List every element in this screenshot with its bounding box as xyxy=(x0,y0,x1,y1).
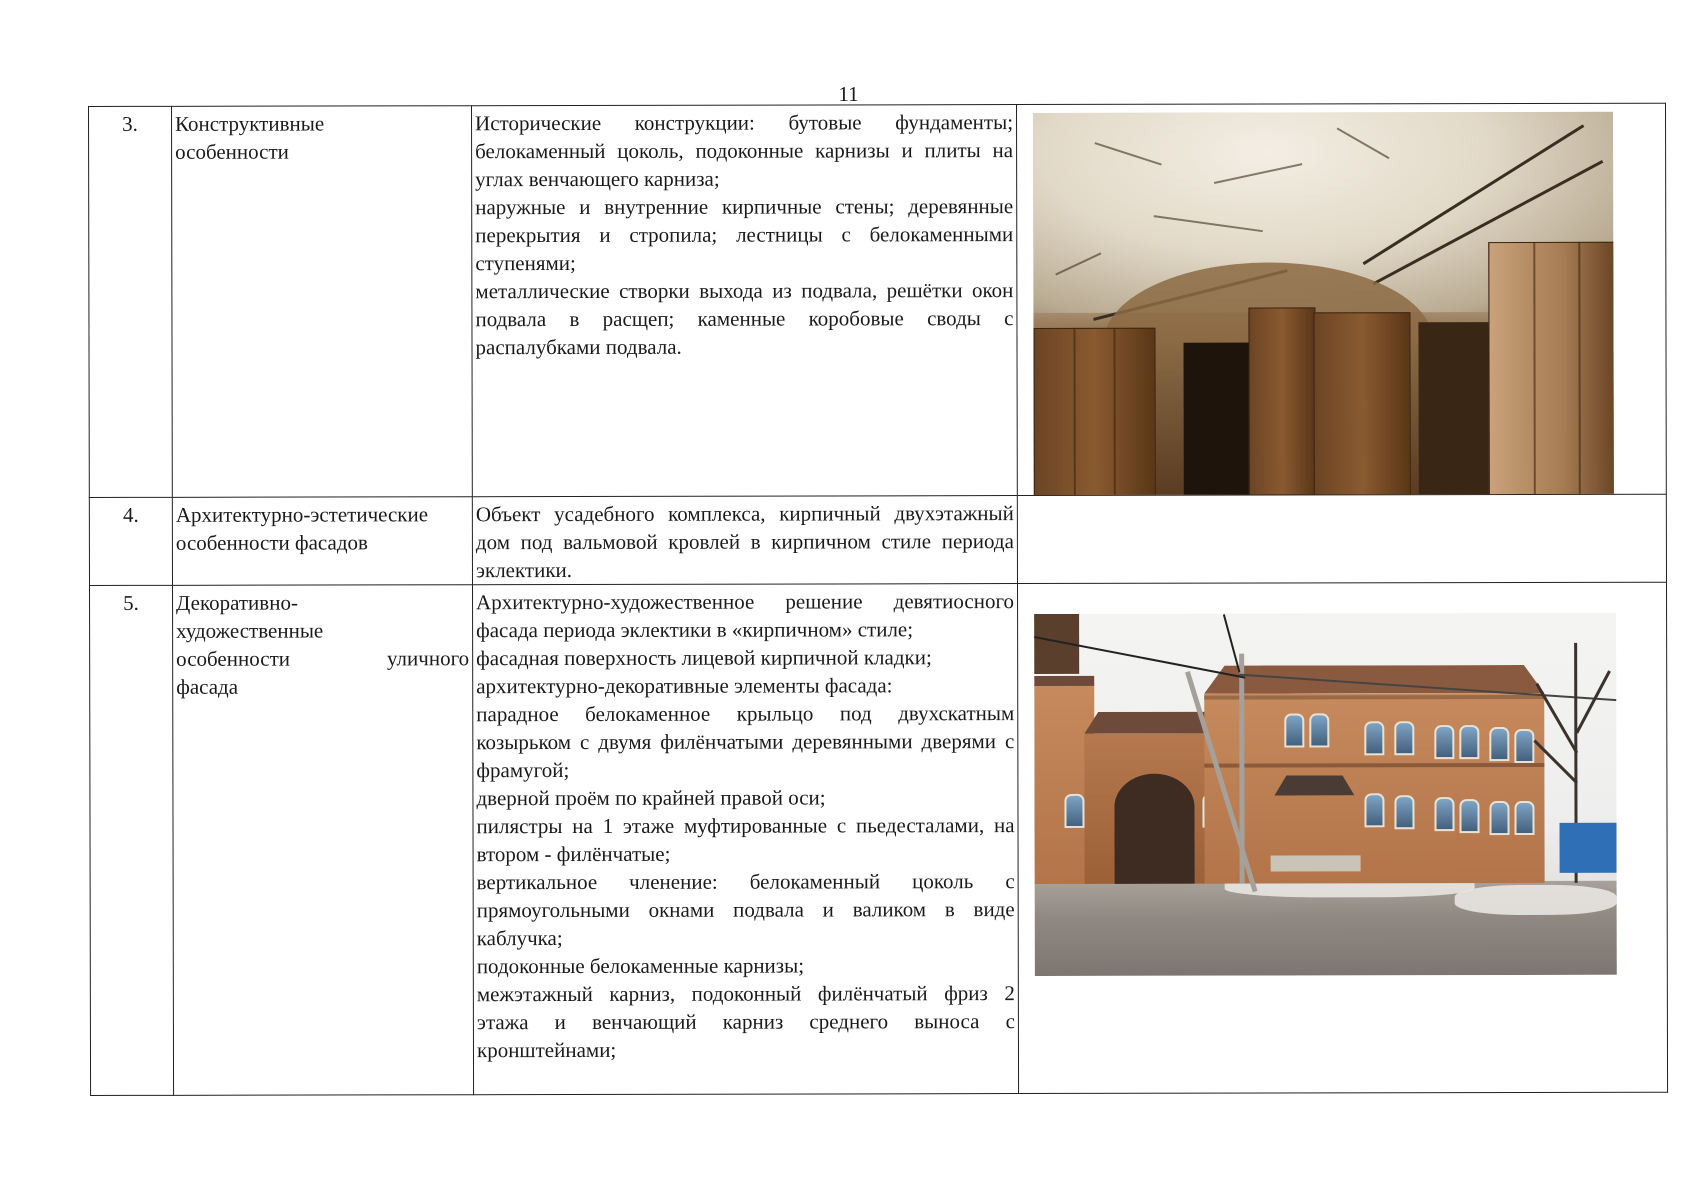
building-window xyxy=(1309,713,1329,747)
main-roof xyxy=(1204,665,1544,694)
building-window xyxy=(1459,725,1479,759)
tree-branch xyxy=(1575,670,1610,733)
table-row xyxy=(89,494,1666,585)
row-description xyxy=(472,105,1018,497)
page-number: 11 xyxy=(838,82,859,106)
description-paragraph: Объект усадебного комплекса, кирпичный двухэтажный дом под вальмовой кровлей в кирпичном стиле периода эклектики. xyxy=(475,501,1014,583)
description-paragraph: металлические створки выхода из подвала, решётки окон подвала в расщеп; каменные коробовые своды с распалубками подвала. xyxy=(475,278,1014,360)
row-title-line: Декоративно- xyxy=(176,590,298,615)
description-paragraph: дверной проём по крайней правой оси; xyxy=(476,785,826,811)
wooden-wall-panel xyxy=(1488,242,1614,495)
left-annex-roof xyxy=(1034,676,1094,686)
row-title-line: особенности xyxy=(175,139,289,164)
basement-vault-photo xyxy=(1033,112,1614,495)
row-description xyxy=(473,584,1019,1095)
description-paragraph: архитектурно-декоративные элементы фасада: xyxy=(476,673,893,699)
row-photo-cell xyxy=(1016,103,1666,495)
door-plank-line xyxy=(1113,328,1115,495)
row-number: 4. xyxy=(89,497,172,585)
building-window xyxy=(1489,727,1509,761)
building-window xyxy=(1434,797,1454,831)
description-paragraph: подоконные белокаменные карнизы; xyxy=(476,953,805,979)
building-window xyxy=(1459,799,1479,833)
center-door-post xyxy=(1248,307,1315,495)
building-window xyxy=(1514,801,1534,835)
row-title-line: Архитектурно-эстетические xyxy=(175,502,429,527)
door-plank-line xyxy=(1073,328,1075,495)
building-window xyxy=(1364,793,1384,827)
description-paragraph: межэтажный карниз, подоконный филёнчатый фриз 2 этажа и венчающий карниз среднего выноса с кронштейнами; xyxy=(476,981,1015,1063)
description-paragraph: Архитектурно-художественное решение девятиосного фасада периода эклектики в «кирпичном» стиле; xyxy=(476,589,1015,643)
row-number: 5. xyxy=(90,585,174,1095)
row-title xyxy=(173,585,474,1096)
side-passage xyxy=(1418,322,1488,494)
power-wire xyxy=(1223,614,1240,672)
row-title xyxy=(172,497,472,586)
row-title-line: фасада xyxy=(176,674,239,699)
blue-fence xyxy=(1560,823,1617,873)
description-paragraph: пилястры на 1 этаже муфтированные с пьедесталами, на втором - филёнчатые; xyxy=(476,813,1015,867)
building-window xyxy=(1434,725,1454,759)
description-paragraph: парадное белокаменное крыльцо под двухскатным козырьком с двумя филёнчатыми деревянными дверями с фрамугой; xyxy=(476,701,1015,783)
building-window xyxy=(1364,721,1384,755)
arched-gateway xyxy=(1114,774,1194,884)
building-window xyxy=(1284,713,1304,747)
row-title-line: художественные xyxy=(176,618,324,643)
interfloor-cornice xyxy=(1204,763,1544,768)
building-window xyxy=(1064,794,1084,828)
row-photo-cell xyxy=(1018,582,1668,1093)
crowning-cornice xyxy=(1204,695,1544,700)
description-paragraph: наружные и внутренние кирпичные стены; деревянные перекрытия и стропила; лестницы с белокаменными ступенями; xyxy=(475,194,1014,276)
description-paragraph: фасадная поверхность лицевой кирпичной кладки; xyxy=(476,645,932,671)
building-facade-photo xyxy=(1034,613,1617,976)
row-title-line: Конструктивные xyxy=(175,111,325,136)
row-photo-cell xyxy=(1017,494,1666,583)
row-title-line: особенности фасадов xyxy=(175,530,368,555)
description-paragraph: Исторические конструкции: бутовые фундаменты; белокаменный цоколь, подоконные карнизы и плиты на углах венчающего карниза; xyxy=(475,110,1014,192)
porch-canopy xyxy=(1274,775,1354,795)
row-description xyxy=(472,496,1017,585)
row-title xyxy=(172,106,473,498)
white-stone-steps xyxy=(1271,855,1361,871)
building-window xyxy=(1514,729,1534,763)
description-paragraph: вертикальное членение: белокаменный цоколь с прямоугольными окнами подвала и валиком в виде каблучка; xyxy=(476,869,1015,951)
row-title-line: особенности уличного xyxy=(176,646,470,671)
building-window xyxy=(1394,795,1414,829)
table-row xyxy=(89,103,1667,497)
table-row xyxy=(90,582,1668,1095)
building-window xyxy=(1394,721,1414,755)
building-window xyxy=(1489,801,1509,835)
left-wooden-door xyxy=(1033,328,1155,495)
snow-patch xyxy=(1455,885,1617,915)
monument-features-table xyxy=(88,103,1668,1096)
row-number: 3. xyxy=(89,106,173,497)
right-wooden-door xyxy=(1313,312,1410,495)
